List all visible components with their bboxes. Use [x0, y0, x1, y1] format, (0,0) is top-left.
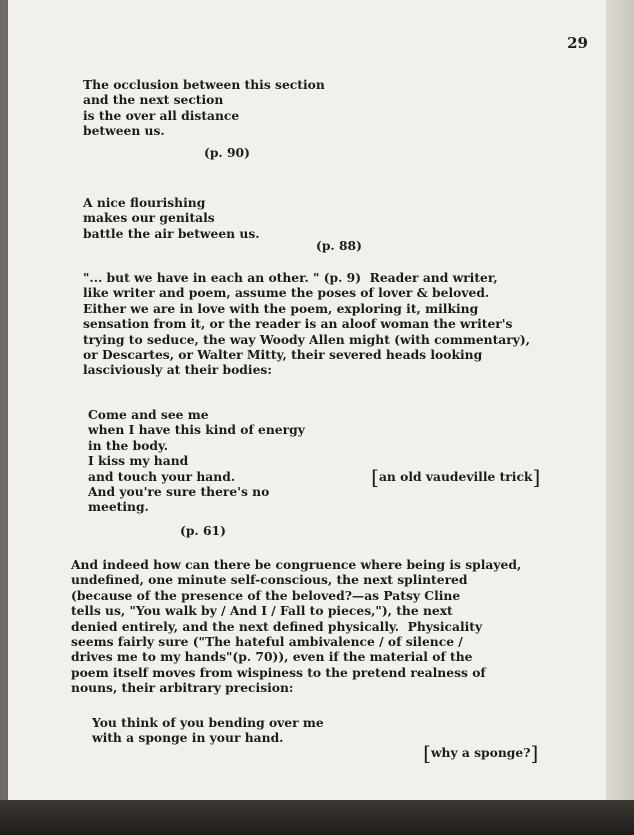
poem-excerpt-1	[83, 77, 325, 139]
prose-line: trying to seduce, the way Woody Allen might (with commentary),	[83, 331, 530, 347]
poem-line: meeting.	[88, 499, 149, 515]
prose-line: or Descartes, or Walter Mitty, their severed heads looking	[83, 347, 483, 363]
poem-line: battle the air between us.	[83, 225, 260, 241]
prose-line: denied entirely, and the next defined physically. Physicality	[71, 618, 483, 634]
poem-excerpt-4	[92, 715, 324, 746]
prose-line: drives me to my hands"(p. 70)), even if the material of the	[71, 649, 473, 665]
prose-line: (because of the presence of the beloved?—as Patsy Cline	[71, 587, 461, 603]
poem-line: And you're sure there's no	[88, 484, 270, 500]
poem-excerpt-2	[83, 195, 260, 241]
prose-paragraph-2	[71, 557, 521, 696]
prose-line: sensation from it, or the reader is an aloof woman the writer's	[83, 316, 513, 332]
poem-line: when I have this kind of energy	[88, 422, 305, 438]
prose-line: undefined, one minute self-conscious, the next splintered	[71, 572, 468, 588]
prose-line: lasciviously at their bodies:	[83, 362, 272, 378]
book-binding-shadow	[0, 800, 634, 835]
book-page	[8, 0, 608, 800]
poem-line: The occlusion between this section	[83, 77, 325, 92]
page-edge	[606, 0, 634, 800]
margin-note: [why a sponge?]	[423, 741, 539, 765]
margin-note-text: an old vaudeville trick	[378, 469, 533, 484]
prose-line: And indeed how can there be congruence where being is splayed,	[71, 557, 522, 572]
poem-line: makes our genitals	[83, 210, 215, 226]
prose-line: nouns, their arbitrary precision:	[71, 680, 294, 696]
poem-line: Come and see me	[88, 407, 209, 422]
prose-line: like writer and poem, assume the poses of lover & beloved.	[83, 285, 490, 301]
prose-line: Either we are in love with the poem, exploring it, milking	[83, 300, 479, 316]
citation: (p. 61)	[180, 523, 226, 538]
poem-line: in the body.	[88, 437, 169, 453]
poem-line: and touch your hand.	[88, 468, 236, 484]
citation: (p. 90)	[204, 145, 250, 160]
prose-line: tells us, "You walk by / And I / Fall to pieces,"), the next	[71, 603, 453, 619]
poem-line: A nice flourishing	[83, 195, 206, 210]
page-number: 29	[567, 34, 588, 52]
poem-line: You think of you bending over me	[92, 715, 324, 730]
margin-note-text: why a sponge?	[430, 745, 531, 760]
poem-line: is the over all distance	[83, 107, 240, 123]
poem-line: with a sponge in your hand.	[92, 730, 284, 746]
poem-line: I kiss my hand	[88, 453, 189, 469]
prose-line: poem itself moves from wispiness to the pretend realness of	[71, 664, 486, 680]
citation: (p. 88)	[316, 238, 362, 253]
poem-line: and the next section	[83, 92, 224, 108]
poem-line: between us.	[83, 123, 165, 139]
poem-excerpt-3	[88, 407, 305, 515]
margin-note: [an old vaudeville trick]	[371, 465, 541, 489]
prose-line: "... but we have in each an other. " (p. 9) Reader and writer,	[83, 270, 498, 285]
prose-line: seems fairly sure ("The hateful ambivalence / of silence /	[71, 634, 463, 650]
prose-paragraph-1	[83, 270, 530, 378]
